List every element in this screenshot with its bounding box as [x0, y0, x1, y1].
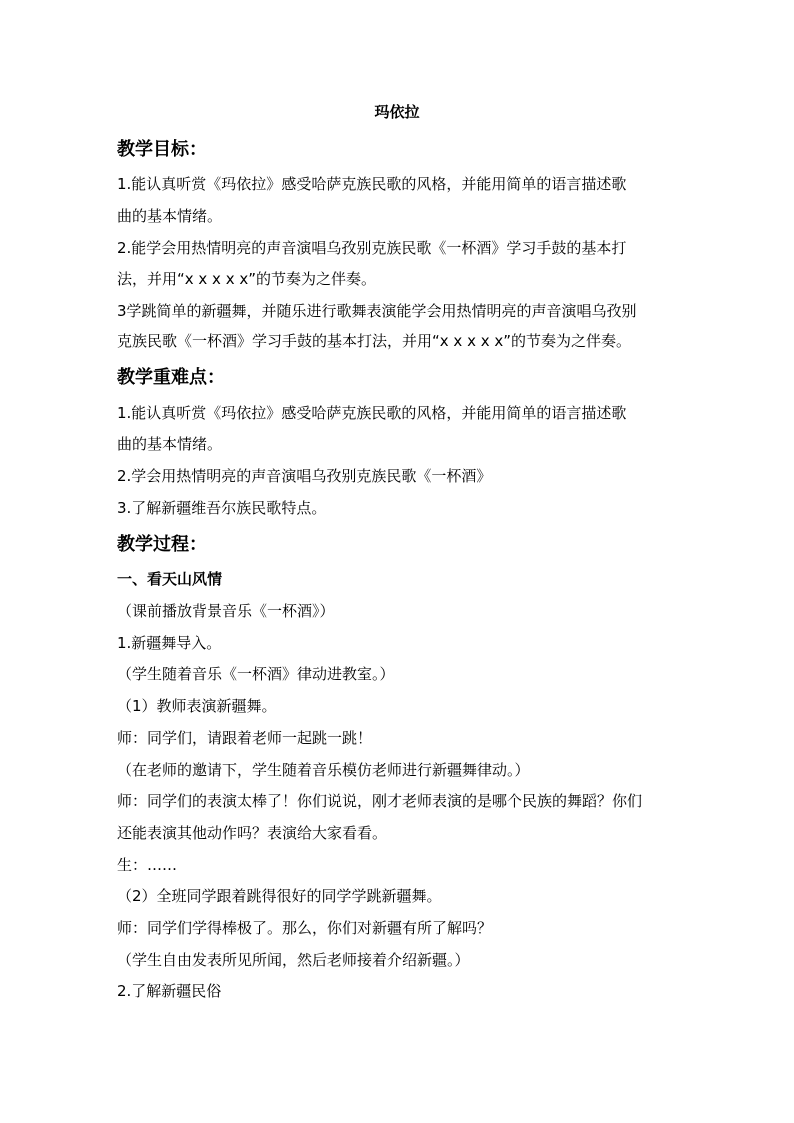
goal-line-1: 1.能认真听赏《玛依拉》感受哈萨克族民歌的风格，并能用简单的语言描述歌 [117, 175, 627, 193]
key-point-line-3: 2.学会用热情明亮的声音演唱乌孜别克族民歌《一杯酒》 [117, 467, 492, 485]
process-line-11: 师：同学们学得棒极了。那么，你们对新疆有所了解吗？ [117, 919, 493, 937]
goal-line-6: 克族民歌《一杯酒》学习手鼓的基本打法，并用“x x x x x”的节奏为之伴奏。 [117, 332, 632, 350]
process-line-9: 生：…… [117, 856, 178, 874]
process-line-13: 2.了解新疆民俗 [117, 982, 222, 1000]
process-line-7: 师：同学们的表演太棒了！你们说说，刚才老师表演的是哪个民族的舞蹈？你们 [117, 792, 643, 810]
process-line-5: 师：同学们，请跟着老师一起跳一跳！ [117, 729, 373, 747]
subheading-tianshan: 一、看天山风情 [117, 570, 223, 588]
goal-line-4: 法，并用“x x x x x”的节奏为之伴奏。 [117, 270, 377, 288]
process-line-6: （在老师的邀请下，学生随着音乐模仿老师进行新疆舞律动。） [117, 761, 530, 779]
process-line-2: 1.新疆舞导入。 [117, 634, 222, 652]
process-line-8: 还能表演其他动作吗？表演给大家看看。 [117, 824, 388, 842]
goal-line-5: 3学跳简单的新疆舞，并随乐进行歌舞表演能学会用热情明亮的声音演唱乌孜别 [117, 302, 637, 320]
goal-line-2: 曲的基本情绪。 [117, 207, 223, 225]
process-line-1: （课前播放背景音乐《一杯酒》） [117, 602, 335, 620]
document-title: 玛依拉 [374, 103, 420, 121]
process-line-4: （1）教师表演新疆舞。 [117, 697, 277, 715]
goal-line-3: 2.能学会用热情明亮的声音演唱乌孜别克族民歌《一杯酒》学习手鼓的基本打 [117, 239, 627, 257]
process-line-12: （学生自由发表所见所闻，然后老师接着介绍新疆。） [117, 951, 470, 969]
key-point-line-4: 3.了解新疆维吾尔族民歌特点。 [117, 499, 327, 517]
process-line-10: （2）全班同学跟着跳得很好的同学学跳新疆舞。 [117, 887, 442, 905]
key-point-line-1: 1.能认真听赏《玛依拉》感受哈萨克族民歌的风格，并能用简单的语言描述歌 [117, 404, 627, 422]
heading-key-points: 教学重难点： [117, 367, 225, 388]
key-point-line-2: 曲的基本情绪。 [117, 435, 223, 453]
process-line-3: （学生随着音乐《一杯酒》律动进教室。） [117, 665, 395, 683]
heading-teaching-process: 教学过程： [117, 534, 207, 555]
heading-teaching-goals: 教学目标： [117, 139, 207, 160]
